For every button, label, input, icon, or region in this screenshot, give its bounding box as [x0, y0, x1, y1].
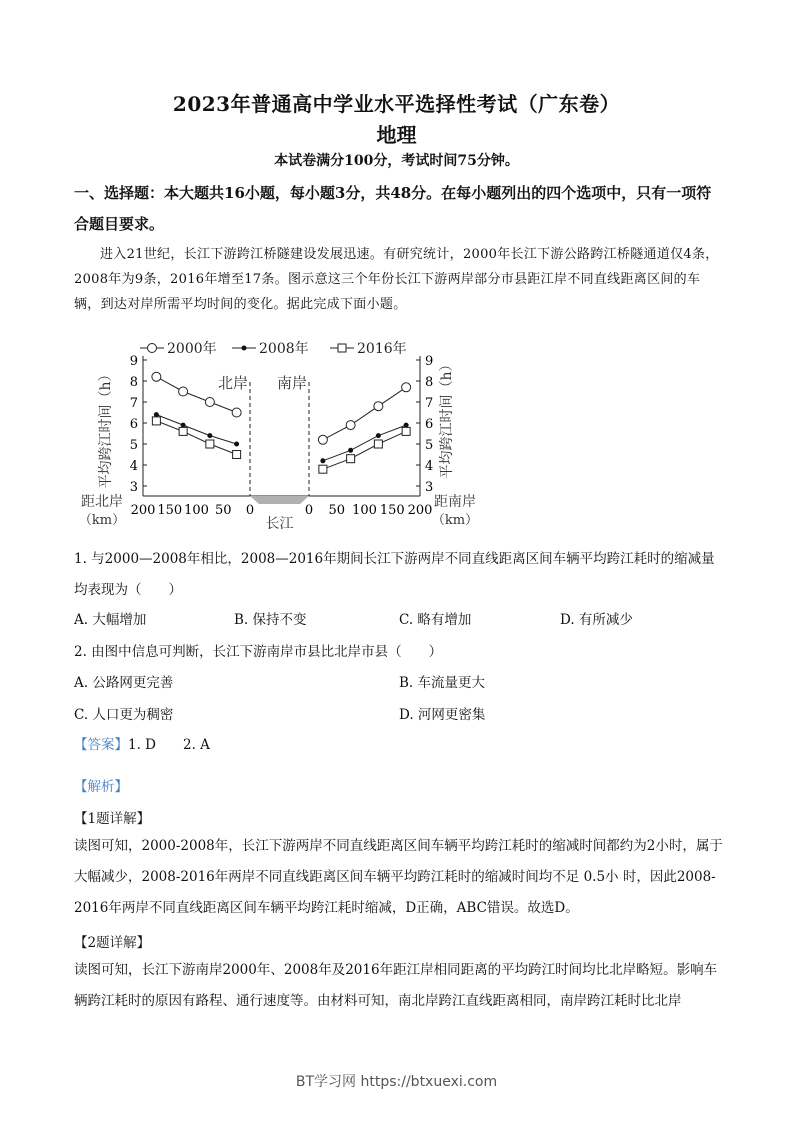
svg-text:0: 0	[245, 503, 255, 518]
q2-option-c[interactable]: C. 人口更为稠密	[74, 707, 174, 723]
svg-text:北岸: 北岸	[217, 374, 249, 392]
question-1-stem: 1. 与2000—2008年相比，2008—2016年期间长江下游两岸不同直线距离区间车辆平均跨江耗时的缩减量均表现为（ ）	[74, 551, 715, 598]
svg-text:9: 9	[129, 354, 138, 369]
svg-text:距南岸: 距南岸	[434, 494, 476, 510]
q1-option-a[interactable]: A. 大幅增加	[74, 612, 147, 628]
svg-text:平均跨江时间（h）: 平均跨江时间（h）	[98, 367, 114, 489]
q2-option-d[interactable]: D. 河网更密集	[399, 707, 486, 723]
q1-option-d[interactable]: D. 有所减少	[560, 612, 633, 628]
material-text: 进入21世纪，长江下游跨江桥隧建设发展迅速。有研究统计，2000年长江下游公路跨江桥隧通道仅4条，2008年为9条，2016年增至17条。图示意这三个年份长江下游两岸部分市县距江岸不同直线距离区间的车辆，到达对岸所需平均时间的变化。据此完成下面小题。	[74, 247, 719, 312]
svg-text:（km）: （km）	[78, 513, 126, 528]
section-heading: 一、选择题：本大题共16小题，每小题3分，共48分。在每小题列出的四个选项中，只有一项符合题目要求。	[74, 184, 712, 233]
question-2-options-row1	[74, 671, 724, 691]
svg-text:4: 4	[425, 459, 434, 474]
q1-detail-heading: 【1题详解】	[74, 811, 151, 827]
svg-text:50: 50	[214, 503, 232, 518]
svg-text:8: 8	[425, 375, 434, 390]
svg-text:3: 3	[129, 480, 138, 495]
svg-text:平均跨江时间（h）: 平均跨江时间（h）	[439, 357, 455, 479]
svg-text:50: 50	[328, 503, 346, 518]
q1-option-b[interactable]: B. 保持不变	[234, 612, 307, 628]
answer-text: 1. D 2. A	[128, 737, 210, 753]
crossing-time-chart	[70, 336, 490, 540]
subject-title: 地理	[376, 123, 417, 147]
question-2-options-row2	[74, 703, 724, 723]
svg-text:南岸: 南岸	[276, 374, 308, 392]
svg-text:150: 150	[157, 503, 183, 518]
svg-text:7: 7	[425, 396, 434, 411]
svg-text:200: 200	[407, 503, 433, 518]
svg-text:0: 0	[304, 503, 314, 518]
svg-text:2008年: 2008年	[259, 341, 309, 357]
svg-text:距北岸: 距北岸	[81, 494, 123, 510]
svg-text:9: 9	[425, 354, 434, 369]
svg-text:5: 5	[129, 438, 138, 453]
svg-text:150: 150	[379, 503, 405, 518]
analysis-label: 【解析】	[74, 779, 128, 795]
answer-label: 【答案】	[74, 737, 128, 753]
chart-svg	[70, 336, 490, 536]
watermark-footer: BT学习网 https://btxuexi.com	[295, 1074, 498, 1090]
svg-text:6: 6	[129, 417, 138, 432]
svg-text:（km）: （km）	[431, 513, 479, 528]
question-2-stem: 2. 由图中信息可判断，长江下游南岸市县比北岸市县（ ）	[74, 644, 443, 660]
exam-meta: 本试卷满分100分，考试时间75分钟。	[274, 153, 519, 169]
svg-text:100: 100	[352, 503, 377, 518]
svg-text:5: 5	[425, 438, 434, 453]
q2-detail-text: 读图可知，长江下游南岸2000年、2008年及2016年距江岸相同距离的平均跨江时间均比北岸略短。影响车辆跨江耗时的原因有路程、通行速度等。由材料可知，南北岸跨江直线距离相同，南岸跨江耗时比北岸	[74, 962, 718, 1009]
svg-text:6: 6	[425, 417, 434, 432]
question-1-options	[74, 608, 724, 628]
svg-text:100: 100	[184, 503, 209, 518]
svg-text:2000年: 2000年	[167, 341, 217, 357]
q2-option-b[interactable]: B. 车流量更大	[399, 675, 486, 691]
svg-text:2016年: 2016年	[357, 341, 407, 357]
q1-option-c[interactable]: C. 略有增加	[399, 612, 472, 628]
q2-detail-heading: 【2题详解】	[74, 935, 151, 951]
q2-option-a[interactable]: A. 公路网更完善	[74, 675, 174, 691]
q1-detail-text: 读图可知，2000-2008年，长江下游两岸不同直线距离区间车辆平均跨江耗时的缩减时间都约为2小时，属于大幅减少，2008-2016年两岸不同直线距离区间车辆平均跨江耗时的缩减时间均不足 0.5小 时，因此2008-2016年两岸不同直线距离区间车辆平均跨江耗时缩减，D正确，ABC错误。故选D。	[74, 838, 723, 916]
exam-title: 2023年普通高中学业水平选择性考试（广东卷）	[172, 92, 621, 116]
svg-text:长江: 长江	[265, 516, 294, 532]
svg-text:8: 8	[129, 375, 138, 390]
svg-text:7: 7	[129, 396, 138, 411]
answer-line	[74, 733, 210, 753]
svg-text:4: 4	[129, 459, 138, 474]
svg-text:3: 3	[425, 480, 434, 495]
svg-text:200: 200	[130, 503, 156, 518]
